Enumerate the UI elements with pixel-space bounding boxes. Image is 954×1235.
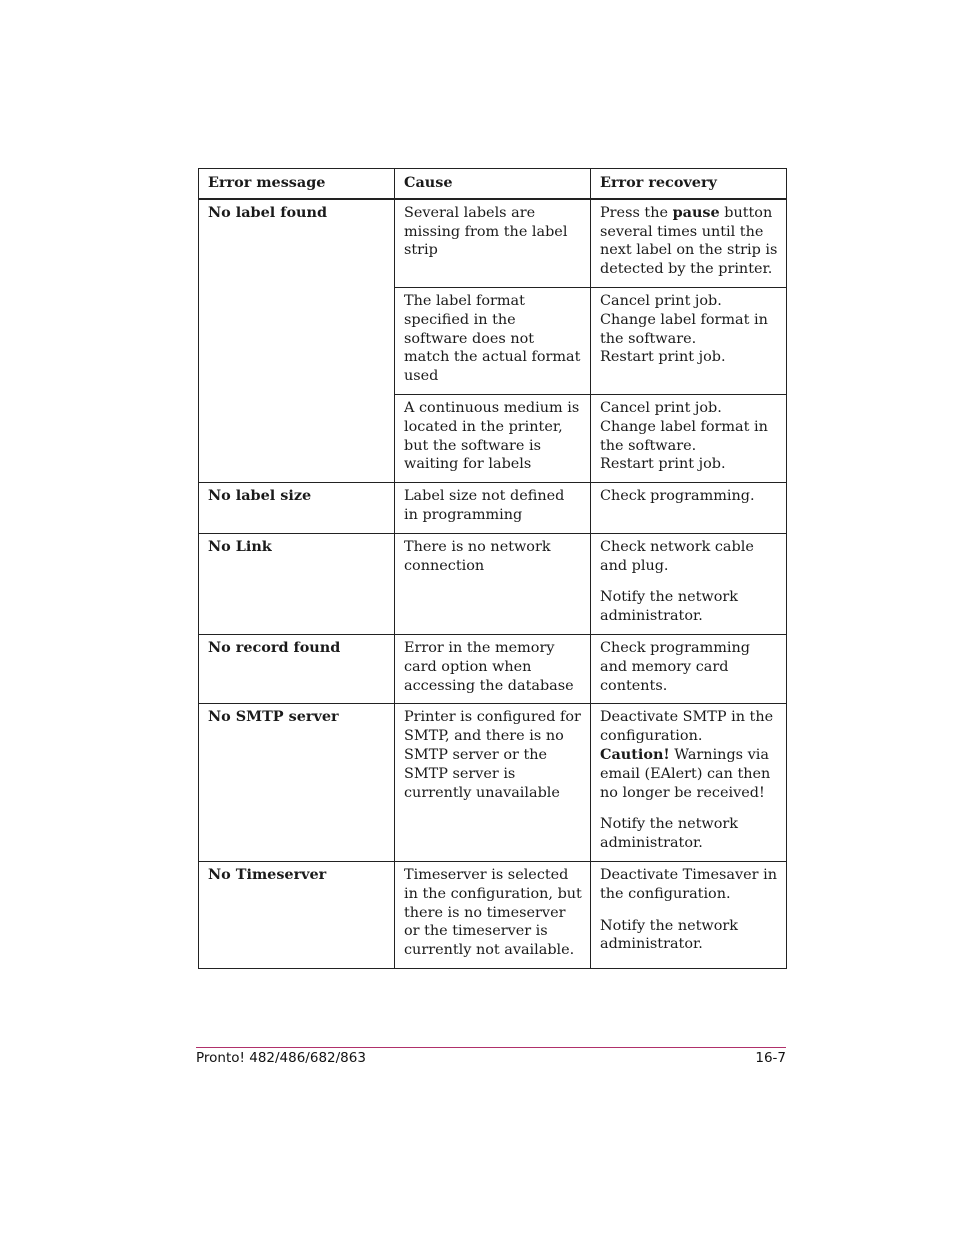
table-row (199, 861, 787, 968)
cause-cell: Timeserver is selected in the configuration, but there is no timeserver or the timeserver is currently not available. (395, 861, 591, 968)
error-message-cell: No label size (199, 483, 395, 534)
cause-cell: Printer is configured for SMTP, and there is no SMTP server or the SMTP server is currently unavailable (395, 704, 591, 862)
table-row (199, 533, 787, 634)
table-header-row (199, 169, 787, 199)
cause-cell: The label format specified in the software does not match the actual format used (395, 287, 591, 394)
recovery-line: Restart print job. (600, 456, 726, 473)
recovery-line: Restart print job. (600, 349, 726, 366)
header-error-message: Error message (199, 169, 395, 199)
recovery-paragraph: Deactivate Timesaver in the configuration. (600, 866, 777, 902)
error-table (198, 168, 787, 969)
recovery-cell (591, 533, 787, 634)
error-message-cell: No SMTP server (199, 704, 395, 862)
error-message-cell: No Link (199, 533, 395, 634)
recovery-line: Change label format in the software. (600, 418, 768, 454)
recovery-cell: Check programming and memory card contents. (591, 634, 787, 703)
recovery-cell (591, 861, 787, 968)
recovery-cell (591, 394, 787, 482)
footer-page-number: 16-7 (755, 1050, 786, 1066)
recovery-line: Cancel print job. (600, 399, 722, 416)
recovery-paragraph: Notify the network administrator. (600, 917, 738, 953)
caution-label: Caution! (600, 745, 670, 763)
cause-cell: There is no network connection (395, 533, 591, 634)
recovery-text: button several times until the next label on the strip is detected by the printer. (600, 204, 778, 278)
cause-cell: Several labels are missing from the label strip (395, 199, 591, 288)
recovery-cell (591, 199, 787, 288)
table-row (199, 483, 787, 534)
cause-cell: A continuous medium is located in the printer, but the software is waiting for labels (395, 394, 591, 482)
recovery-paragraph: Check network cable and plug. (600, 538, 754, 574)
footer-rule (196, 1047, 786, 1048)
recovery-line: Change label format in the software. (600, 311, 768, 347)
recovery-cell (591, 704, 787, 862)
recovery-line: Cancel print job. (600, 292, 722, 309)
recovery-paragraph: Notify the network administrator. (600, 816, 738, 852)
cause-cell: Label size not defined in programming (395, 483, 591, 534)
recovery-paragraph (600, 708, 778, 802)
footer-product-name: Pronto! 482/486/682/863 (196, 1050, 366, 1066)
recovery-paragraph: Notify the network administrator. (600, 589, 738, 625)
cause-cell: Error in the memory card option when accessing the database (395, 634, 591, 703)
recovery-cell (591, 287, 787, 394)
recovery-cell: Check programming. (591, 483, 787, 534)
error-message-cell: No label found (199, 199, 395, 483)
pause-keyword: pause (672, 203, 720, 221)
recovery-text: Press the (600, 204, 673, 221)
table-row (199, 199, 787, 288)
error-message-cell: No Timeserver (199, 861, 395, 968)
table-row (199, 634, 787, 703)
error-message-cell: No record found (199, 634, 395, 703)
table-row (199, 704, 787, 862)
caution-text: Warnings via email (EAlert) can then no longer be received! (600, 746, 771, 801)
header-error-recovery: Error recovery (591, 169, 787, 199)
recovery-line: Deactivate SMTP in the configuration. (600, 709, 774, 745)
header-cause: Cause (395, 169, 591, 199)
